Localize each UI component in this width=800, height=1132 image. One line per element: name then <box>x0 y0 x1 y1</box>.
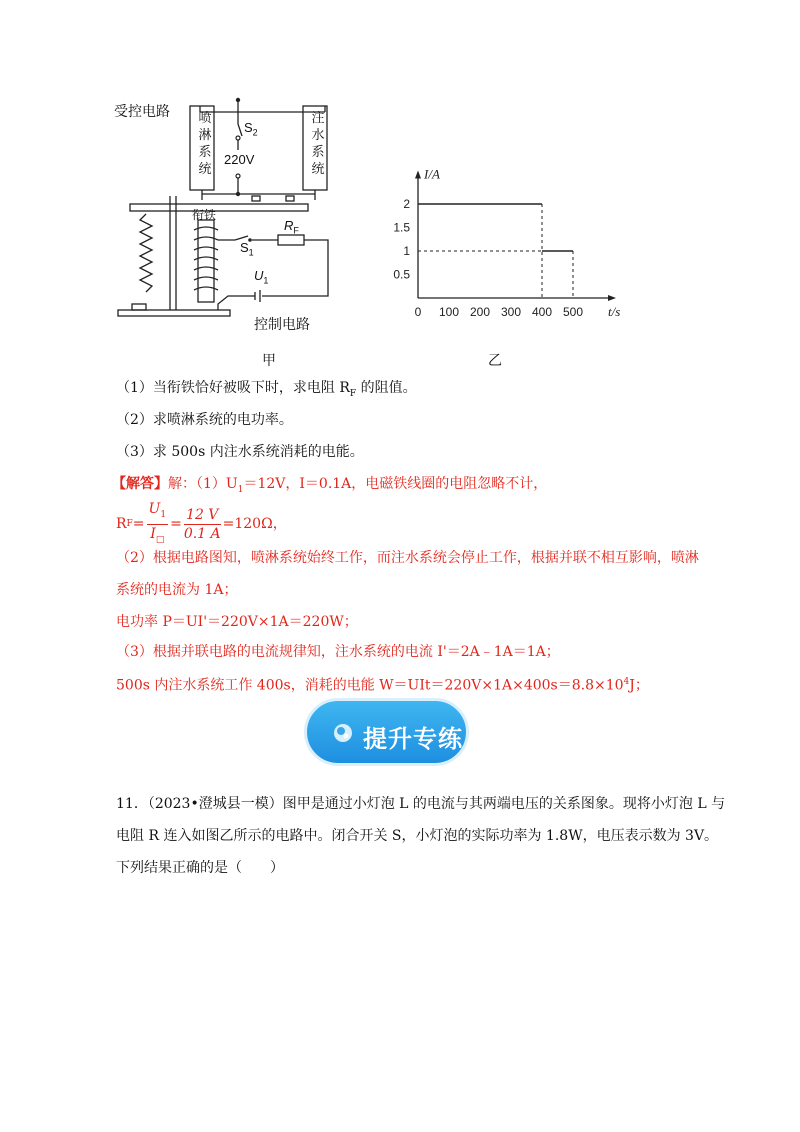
x-tick-label: 300 <box>500 305 522 319</box>
answer-line-2b: 系统的电流为 1A； <box>116 582 238 598</box>
figure-caption-jia: 甲 <box>262 353 276 369</box>
current-time-chart <box>380 160 630 365</box>
y-tick-label: 0.5 <box>393 267 410 282</box>
controlled-circuit-label: 受控电路 <box>114 104 170 120</box>
water-char: 水 <box>311 128 325 143</box>
answer-line-3: 电功率 P＝UI'＝220V×1A＝220W； <box>116 614 358 630</box>
water-char: 系 <box>311 145 325 160</box>
spray-char: 淋 <box>198 128 212 143</box>
spray-char: 系 <box>198 145 212 160</box>
y-axis-label: I/A <box>424 166 440 182</box>
y-axis-arrow <box>415 171 421 179</box>
figure-caption-yi: 乙 <box>488 353 502 369</box>
answer-line-2a: （2）根据电路图知，喷淋系统始终工作，而注水系统会停止工作，根据并联不相互影响，喷淋 <box>116 550 699 566</box>
x-tick-label: 500 <box>562 305 584 319</box>
question-2: （2）求喷淋系统的电功率。 <box>116 412 293 428</box>
x-axis-arrow <box>608 295 616 301</box>
fraction-12v-over-01a: $\frac{12 V}{0.1 A}$ <box>183 506 221 542</box>
fraction-u1-over-i: $\frac{U_1}{I_□}$ <box>148 501 167 545</box>
y-tick-label: 1.5 <box>393 220 410 235</box>
answer-line-5: 500s 内注水系统工作 400s，消耗的电能 $W=UIt=220V\times 1A\times 400s=8.8\times 10^4J$； <box>116 677 649 694</box>
spray-system-box <box>195 110 215 178</box>
voltage-220v-label: 220V <box>224 152 255 167</box>
resistor-rf-label: $R_F$ <box>284 218 299 236</box>
answer-formula: R F = $\frac{U_1}{I_□}$ = $\frac{12 V}{0.1 A}$ =120Ω， <box>116 500 287 549</box>
x-tick-label: 200 <box>469 305 491 319</box>
problem-11-line-2: 电阻 R 连入如图乙所示的电路中。闭合开关 S，小灯泡的实际功率为 1.8W，电压表示数为 3V。 <box>116 828 719 844</box>
armature-label: 衔铁 <box>192 208 217 222</box>
banner-text: 提升专练 <box>363 725 463 753</box>
spray-char: 统 <box>198 162 212 177</box>
x-tick-label: 100 <box>438 305 460 319</box>
x-axis-label: t/s <box>608 304 621 319</box>
x-tick-label: 0 <box>414 305 422 319</box>
water-char: 注 <box>311 111 325 126</box>
y-tick-label: 1 <box>403 244 410 258</box>
x-tick-label: 400 <box>531 305 553 319</box>
control-circuit-label: 控制电路 <box>254 317 310 333</box>
switch-s2-label: $S_2$ <box>244 120 258 138</box>
y-tick-label: 2 <box>403 197 410 211</box>
water-system-box <box>308 110 328 178</box>
answer-line-4: （3）根据并联电路的电流规律知，注水系统的电流 I'＝2A﹣1A＝1A； <box>116 644 560 660</box>
spray-char: 喷 <box>198 111 212 126</box>
problem-11-line-3: 下列结果正确的是（ ） <box>116 860 284 876</box>
problem-11-line-1: 11．（2023•澄城县一模）图甲是通过小灯泡 L 的电流与其两端电压的关系图象。现将小灯泡 L 与 <box>116 796 726 812</box>
answer-line-1: 【解答】解：$(1)U_1=12V$，I＝0.1A，电磁铁线圈的电阻忽略不计， <box>112 476 548 495</box>
water-char: 统 <box>311 162 325 177</box>
answer-tag: 【解答】 <box>112 476 168 492</box>
practice-banner <box>304 698 469 766</box>
voltage-u1-label: $U_1$ <box>254 268 269 286</box>
question-1: （1）当衔铁恰好被吸下时，求电阻 $R_F$ 的阻值。 <box>116 380 417 399</box>
question-3: （3）求 500s 内注水系统消耗的电能。 <box>116 444 364 460</box>
search-bubble-icon <box>331 721 355 745</box>
switch-s1-label: $S_1$ <box>240 240 254 258</box>
